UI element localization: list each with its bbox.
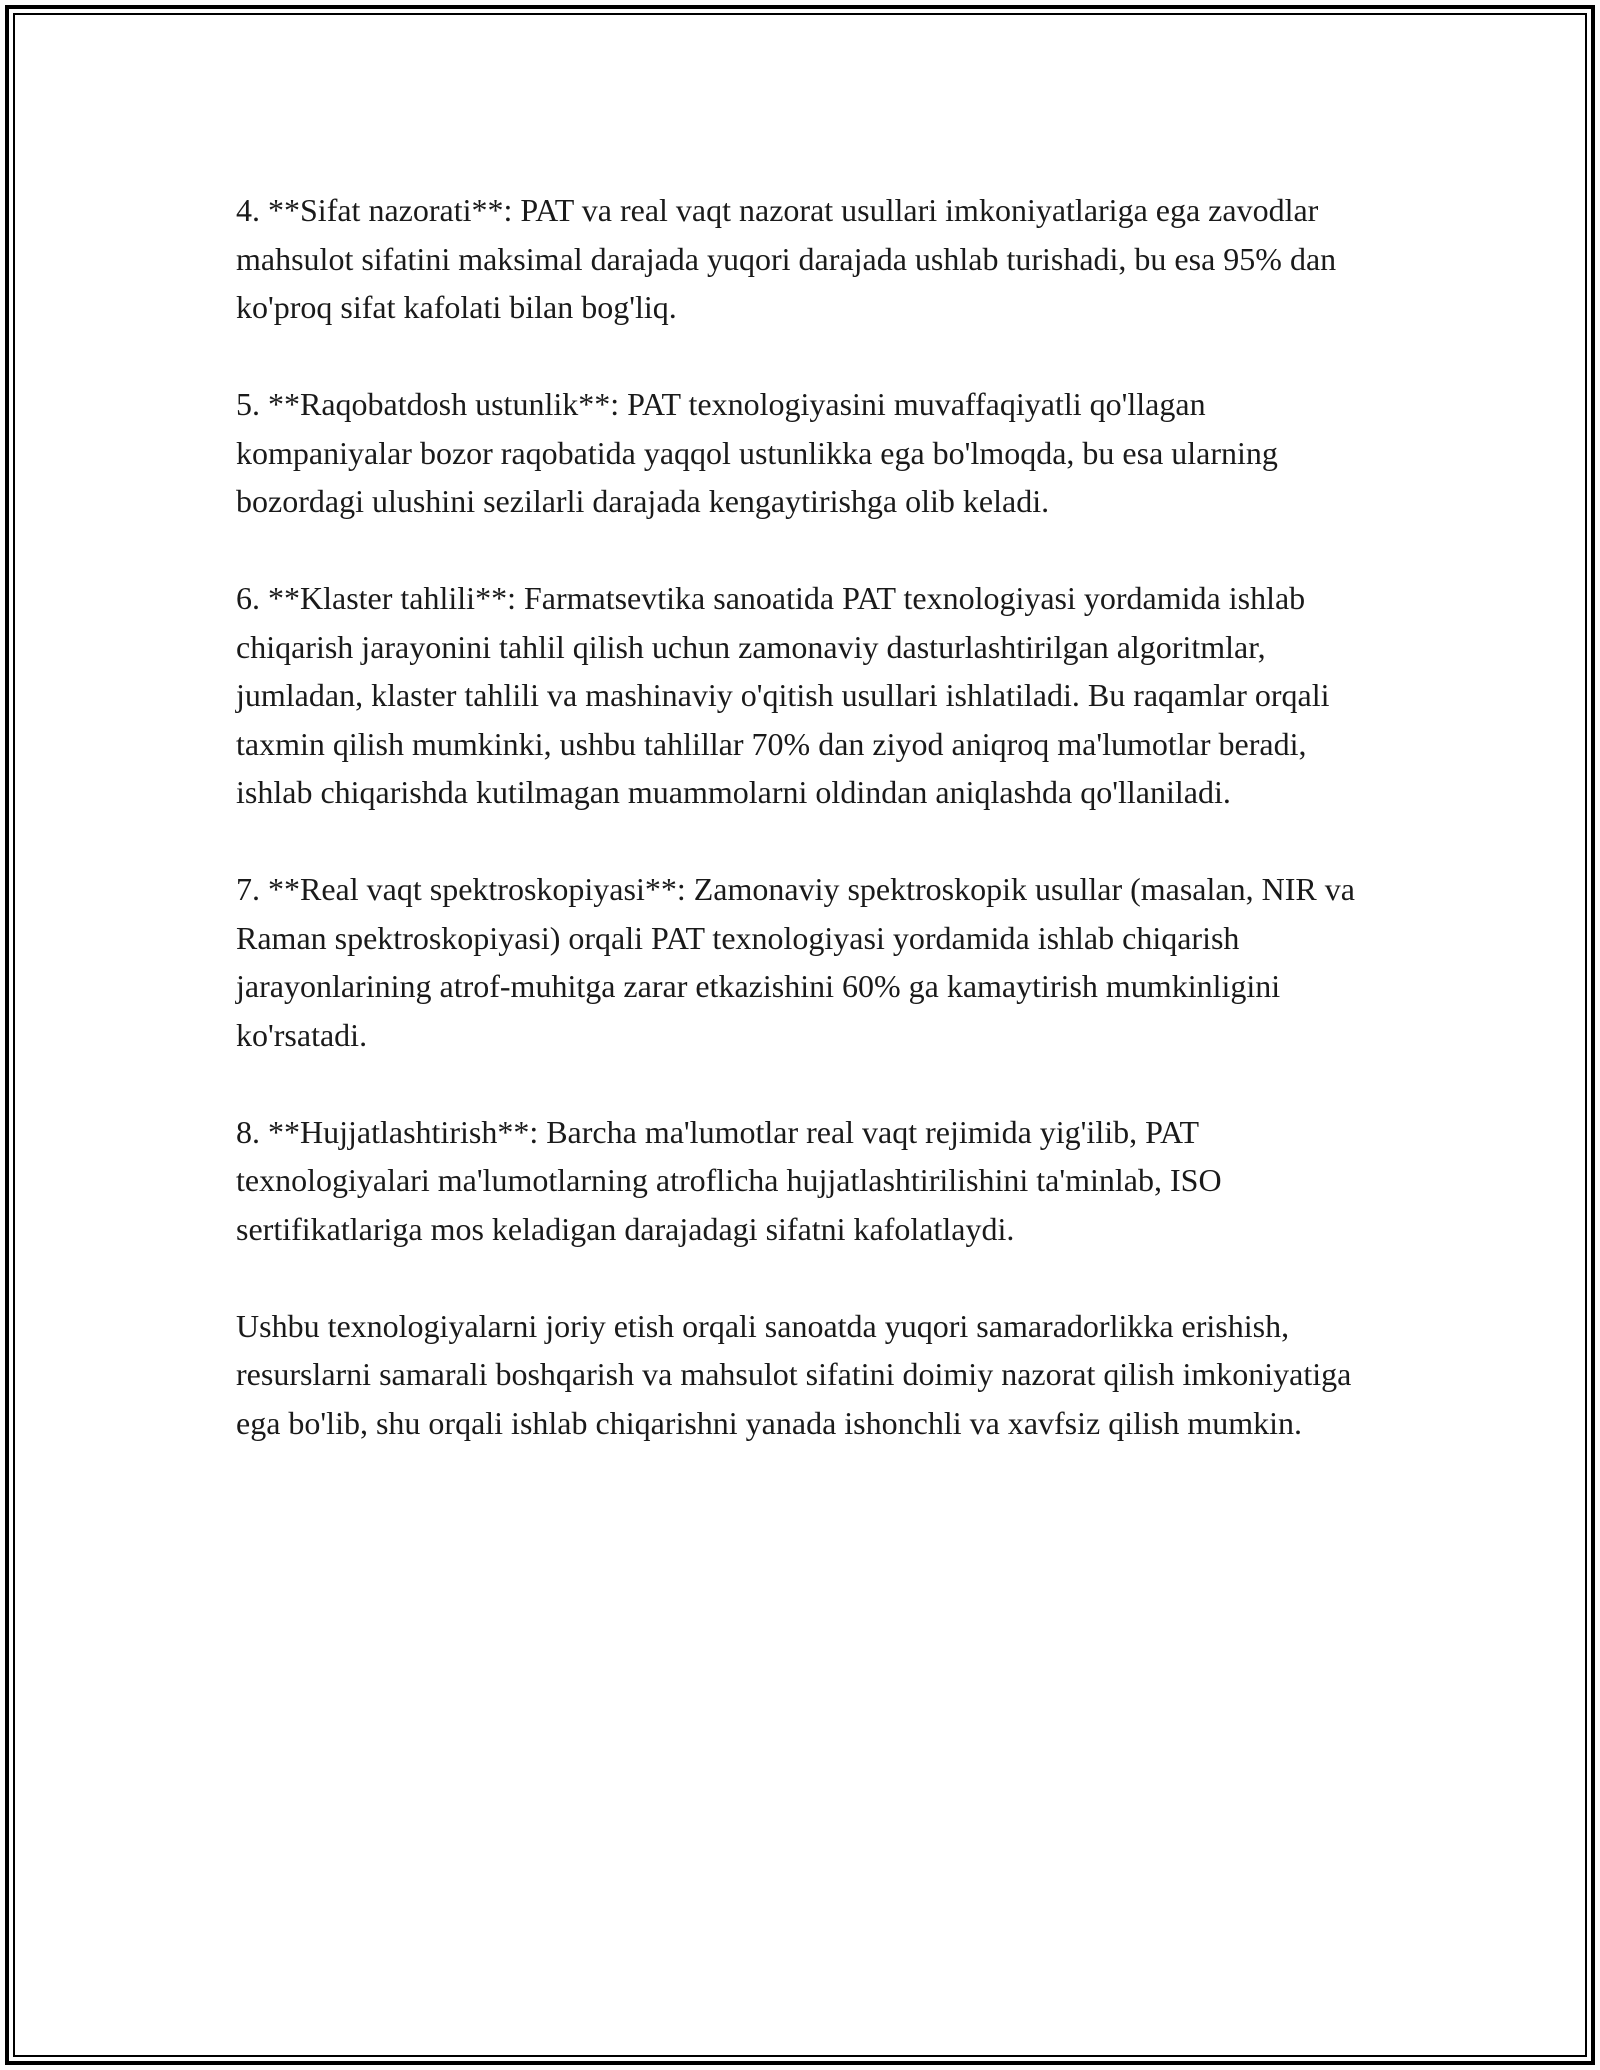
paragraph-conclusion: Ushbu texnologiyalarni joriy etish orqali sanoatda yuqori samaradorlikka erishish, resurslarni samarali boshqarish va mahsulot sifatini doimiy nazorat qilish imkoniyatiga ega bo'lib, shu orqali ishlab chiqarishni yanada ishonchli va xavfsiz qilish mumkin. [236,1307,1352,1441]
paragraph-quality-control: 4. **Sifat nazorati**: PAT va real vaqt nazorat usullari imkoniyatlariga ega zavodlar mahsulot sifatini maksimal darajada yuqori darajada ushlab turishadi, bu esa 95% dan ko'proq sifat kafolati bilan bog'liq. [236,192,1337,325]
paragraph-cluster-analysis: 6. **Klaster tahlili**: Farmatsevtika sanoatida PAT texnologiyasi yordamida ishlab chiqarish jarayonini tahlil qilish uchun zamonaviy dasturlashtirilgan algoritmlar, jumladan, klaster tahlili va mashinaviy o'qitish usullari ishlatiladi. Bu raqamlar orqali taxmin qilish mumkinki, ushbu tahlillar 70% dan ziyod aniqroq ma'lumotlar beradi, ishlab chiqarishda kutilmagan muammolarni oldindan aniqlashda qo'llaniladi. [236,580,1330,810]
paragraph-documentation: 8. **Hujjatlashtirish**: Barcha ma'lumotlar real vaqt rejimida yig'ilib, PAT texnologiyalari ma'lumotlarning atroflicha hujjatlashtirilishini ta'minlab, ISO sertifikatlariga mos keladigan darajadagi sifatni kafolatlaydi. [236,1113,1222,1247]
paragraph-competitive-advantage: 5. **Raqobatdosh ustunlik**: PAT texnologiyasini muvaffaqiyatli qo'llagan kompaniyalar bozor raqobatida yaqqol ustunlikka ega bo'lmoqda, bu esa ularning bozordagi ulushini sezilarli darajada kengaytirishga olib keladi. [236,386,1278,519]
document-body [236,186,1376,1496]
paragraph-real-time-spectroscopy: 7. **Real vaqt spektroskopiyasi**: Zamonaviy spektroskopik usullar (masalan, NIR va Raman spektroskopiyasi) orqali PAT texnologiyasi yordamida ishlab chiqarish jarayonlarining atrof-muhitga zarar etkazishini 60% ga kamaytirish mumkinligini ko'rsatadi. [236,871,1355,1053]
